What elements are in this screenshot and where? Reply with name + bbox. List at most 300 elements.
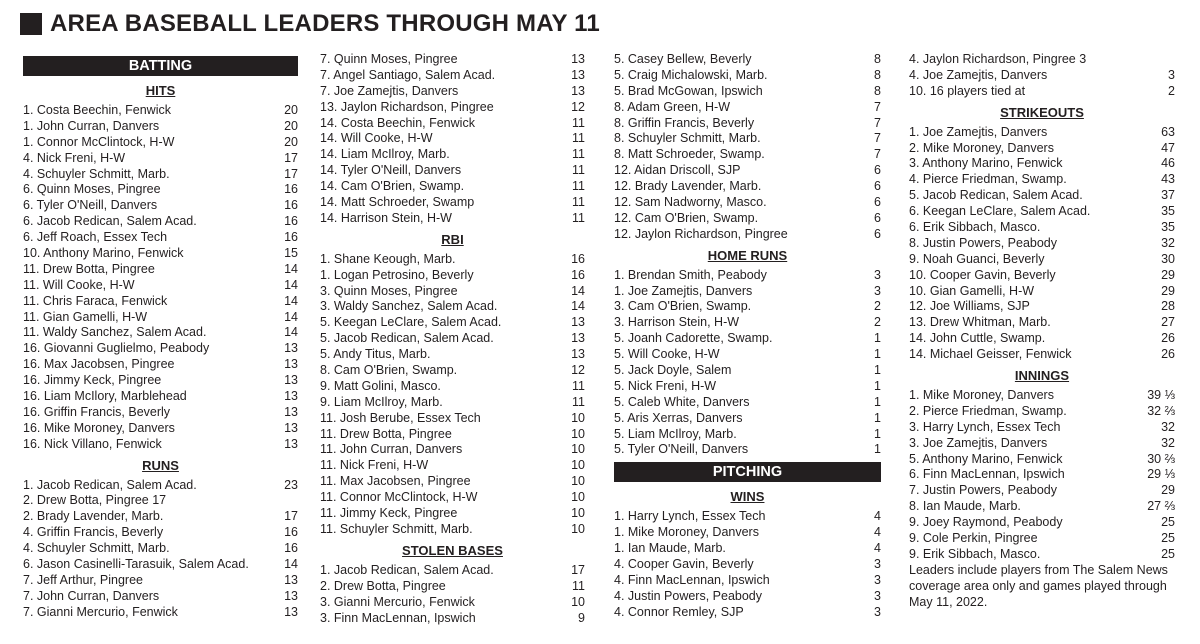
player-name: 1. Mike Moroney, Danvers — [909, 388, 1054, 403]
player-name: 11. Chris Faraca, Fenwick — [23, 293, 168, 308]
stat-value: 20 — [284, 134, 298, 149]
player-name: 5. Jacob Redican, Salem Acad. — [320, 331, 494, 346]
player-name: 5. Tyler O'Neill, Danvers — [614, 442, 749, 457]
player-name: 1. Joe Zamejtis, Danvers — [909, 124, 1048, 139]
leader-row — [23, 605, 298, 621]
leader-row — [909, 220, 1175, 236]
player-name: 12. Joe Williams, SJP — [909, 299, 1030, 314]
leader-row — [23, 119, 298, 135]
stat-value: 10 — [571, 442, 585, 457]
section-heading-home-runs: HOME RUNS — [707, 247, 788, 263]
stat-value: 16 — [284, 182, 298, 197]
player-name: 16. Mike Moroney, Danvers — [23, 420, 175, 435]
stat-value: 9 — [578, 610, 585, 625]
stat-value: 13 — [284, 404, 298, 419]
player-name: 11. Gian Gamelli, H-W — [23, 309, 148, 324]
leader-row — [23, 198, 298, 214]
stat-value: 6 — [874, 179, 881, 194]
stat-value: 10 — [571, 490, 585, 505]
leader-row — [614, 573, 881, 589]
stat-value: 14 — [284, 277, 298, 292]
leader-row — [909, 331, 1175, 347]
stat-value: 1 — [874, 410, 881, 425]
player-name: 3. Gianni Mercurio, Fenwick — [320, 594, 475, 609]
player-name: 9. Erik Sibbach, Masco. — [909, 546, 1041, 561]
player-name: 14. Will Cooke, H-W — [320, 131, 433, 146]
player-name: 6. Keegan LeClare, Salem Acad. — [909, 204, 1091, 219]
leader-row — [320, 211, 585, 227]
stat-value: 11 — [572, 394, 585, 409]
title-square-icon — [20, 13, 42, 35]
leader-row — [23, 573, 298, 589]
player-name: 2. Brady Lavender, Marb. — [23, 509, 164, 524]
leader-row — [320, 427, 585, 443]
leader-row — [614, 147, 881, 163]
column-2 — [320, 52, 585, 626]
stat-value: 1 — [874, 442, 881, 457]
leader-row — [23, 437, 298, 453]
stat-value: 13 — [284, 341, 298, 356]
stat-value: 14 — [284, 261, 298, 276]
player-name: 16. Max Jacobsen, Pingree — [23, 357, 175, 372]
player-name: 11. Waldy Sanchez, Salem Acad. — [23, 325, 207, 340]
stat-value: 11 — [572, 147, 585, 162]
player-name: 4. Joe Zamejtis, Danvers — [909, 67, 1048, 82]
player-name: 14. Tyler O'Neill, Danvers — [320, 163, 462, 178]
stat-value: 16 — [284, 198, 298, 213]
stat-value: 13 — [571, 83, 585, 98]
leader-row — [909, 420, 1175, 436]
stat-value: 12 — [571, 363, 585, 378]
leader-row — [614, 131, 881, 147]
player-name: 5. Will Cooke, H-W — [614, 347, 720, 362]
stat-value: 17 — [284, 150, 298, 165]
player-name: 4. Pierce Friedman, Swamp. — [909, 172, 1067, 187]
leader-row — [909, 499, 1175, 515]
leader-row — [23, 262, 298, 278]
player-name: 6. Tyler O'Neill, Danvers — [23, 198, 158, 213]
leader-row — [23, 230, 298, 246]
stat-value: 14 — [284, 309, 298, 324]
section-heading-stolen-bases: STOLEN BASES — [402, 542, 503, 558]
leader-row — [909, 84, 1175, 100]
player-name: 6. Jacob Redican, Salem Acad. — [23, 214, 197, 229]
leader-row — [614, 116, 881, 132]
player-name: 3. Quinn Moses, Pingree — [320, 283, 458, 298]
leader-row — [23, 294, 298, 310]
stat-value: 14 — [571, 299, 585, 314]
leader-row — [614, 442, 881, 458]
player-name: 1. John Curran, Danvers — [23, 118, 160, 133]
stat-value: 16 — [571, 267, 585, 282]
leader-row — [614, 331, 881, 347]
player-name: 7. Justin Powers, Peabody — [909, 483, 1057, 498]
leader-row — [909, 252, 1175, 268]
leader-row — [320, 458, 585, 474]
player-name: 6. Quinn Moses, Pingree — [23, 182, 161, 197]
leader-row — [23, 389, 298, 405]
leader-row — [23, 557, 298, 573]
stat-value: 43 — [1161, 172, 1175, 187]
player-name: 6. Jeff Roach, Essex Tech — [23, 230, 168, 245]
leader-row — [320, 315, 585, 331]
stat-value: 11 — [572, 179, 585, 194]
player-name: 7. John Curran, Danvers — [23, 588, 160, 603]
player-name: 1. Joe Zamejtis, Danvers — [614, 283, 753, 298]
player-name: 7. Gianni Mercurio, Fenwick — [23, 604, 178, 619]
leader-row — [320, 147, 585, 163]
player-name: 16. Liam McIlory, Marblehead — [23, 389, 187, 404]
leader-row — [320, 563, 585, 579]
player-name: 16. Griffin Francis, Beverly — [23, 404, 171, 419]
leader-row — [909, 531, 1175, 547]
player-name: 6. Jason Casinelli-Tarasuik, Salem Acad. — [23, 557, 249, 572]
leader-row — [320, 68, 585, 84]
leader-row — [23, 151, 298, 167]
player-name: 4. Finn MacLennan, Ipswich — [614, 572, 770, 587]
stat-value: 17 — [284, 509, 298, 524]
section-heading-wins: WINS — [730, 489, 765, 505]
player-name: 4. Nick Freni, H-W — [23, 150, 126, 165]
stat-value: 11 — [572, 163, 585, 178]
leader-row — [614, 525, 881, 541]
leader-row — [909, 404, 1175, 420]
player-name: 11. Drew Botta, Pingree — [320, 426, 452, 441]
stat-value: 10 — [571, 506, 585, 521]
leader-row — [320, 595, 585, 611]
leader-row — [614, 52, 881, 68]
leader-row — [23, 405, 298, 421]
player-name: 9. Matt Golini, Masco. — [320, 378, 441, 393]
player-name: 5. Brad McGowan, Ipswich — [614, 83, 763, 98]
stat-value: 3 — [874, 557, 881, 572]
stat-value: 10 — [571, 426, 585, 441]
stat-value: 4 — [874, 541, 881, 556]
player-name: 5. Jacob Redican, Salem Acad. — [909, 188, 1083, 203]
stat-value: 29 — [1161, 267, 1175, 282]
stat-value: 6 — [874, 210, 881, 225]
leader-row — [909, 268, 1175, 284]
stat-value: 2 — [1168, 83, 1175, 98]
stat-value: 2 — [874, 315, 881, 330]
leader-row — [23, 310, 298, 326]
stat-value: 32 — [1161, 419, 1175, 434]
stat-value: 6 — [874, 195, 881, 210]
stat-value: 13 — [284, 436, 298, 451]
leader-row — [320, 395, 585, 411]
leader-row — [614, 268, 881, 284]
stat-value: 1 — [874, 347, 881, 362]
stat-value: 17 — [571, 562, 585, 577]
leader-row — [909, 141, 1175, 157]
leader-row — [320, 522, 585, 538]
leader-row — [909, 299, 1175, 315]
leader-row — [320, 84, 585, 100]
player-name: 7. Quinn Moses, Pingree — [320, 52, 458, 66]
player-name: 8. Justin Powers, Peabody — [909, 235, 1057, 250]
stat-value: 13 — [284, 604, 298, 619]
player-name: 1. Brendan Smith, Peabody — [614, 267, 767, 282]
player-name: 12. Brady Lavender, Marb. — [614, 179, 762, 194]
player-name: 11. Connor McClintock, H-W — [320, 490, 478, 505]
stat-value: 20 — [284, 103, 298, 117]
player-name: 8. Matt Schroeder, Swamp. — [614, 147, 765, 162]
leader-row — [320, 579, 585, 595]
leader-row — [614, 557, 881, 573]
player-name: 1. Jacob Redican, Salem Acad. — [23, 477, 197, 492]
leader-row — [614, 163, 881, 179]
leader-row — [614, 427, 881, 443]
stat-value: 30 ⅔ — [1147, 451, 1175, 466]
stat-value: 7 — [874, 131, 881, 146]
leader-row — [320, 163, 585, 179]
stat-value: 25 — [1161, 546, 1175, 561]
player-name: 7. Jeff Arthur, Pingree — [23, 572, 143, 587]
player-name: 12. Cam O'Brien, Swamp. — [614, 210, 759, 225]
leader-row — [614, 605, 881, 621]
leader-row — [23, 589, 298, 605]
stat-value: 29 — [1161, 483, 1175, 498]
stat-value: 13 — [284, 389, 298, 404]
player-name: 11. Drew Botta, Pingree — [23, 261, 155, 276]
leader-row — [614, 227, 881, 243]
player-name: 4. Jaylon Richardson, Pingree 3 — [909, 52, 1087, 66]
stat-value: 11 — [572, 578, 585, 593]
stat-value: 13 — [284, 357, 298, 372]
player-name: 14. Liam McIlroy, Marb. — [320, 147, 450, 162]
stat-value: 11 — [572, 131, 585, 146]
leader-row — [23, 325, 298, 341]
stat-value: 39 ⅓ — [1147, 388, 1175, 403]
leader-row — [909, 284, 1175, 300]
player-name: 11. Nick Freni, H-W — [320, 458, 429, 473]
leader-row — [909, 68, 1175, 84]
player-name: 1. Ian Maude, Marb. — [614, 541, 726, 556]
stat-value: 1 — [874, 363, 881, 378]
leader-row — [614, 411, 881, 427]
stat-value: 16 — [284, 230, 298, 245]
player-name: 11. Jimmy Keck, Pingree — [320, 506, 458, 521]
stat-value: 10 — [571, 521, 585, 536]
player-name: 13. Jaylon Richardson, Pingree — [320, 99, 494, 114]
stat-value: 2 — [874, 299, 881, 314]
leader-row — [909, 388, 1175, 404]
column-3 — [614, 52, 881, 621]
stat-value: 32 — [1161, 435, 1175, 450]
stat-value: 3 — [874, 267, 881, 282]
stat-value: 13 — [284, 588, 298, 603]
leader-row — [614, 100, 881, 116]
leader-row — [320, 284, 585, 300]
leader-row — [614, 179, 881, 195]
player-name: 10. Cooper Gavin, Beverly — [909, 267, 1056, 282]
leader-row — [614, 299, 881, 315]
column-4 — [909, 52, 1175, 611]
leader-row — [320, 506, 585, 522]
player-name: 4. Schuyler Schmitt, Marb. — [23, 166, 170, 181]
player-name: 5. Jack Doyle, Salem — [614, 363, 732, 378]
stat-value: 10 — [571, 594, 585, 609]
player-name: 10. Gian Gamelli, H-W — [909, 283, 1035, 298]
player-name: 12. Aidan Driscoll, SJP — [614, 163, 741, 178]
stat-value: 3 — [1168, 67, 1175, 82]
leader-row — [909, 347, 1175, 363]
leader-row — [909, 236, 1175, 252]
leader-row — [23, 278, 298, 294]
player-name: 9. Noah Guanci, Beverly — [909, 251, 1045, 266]
stat-value: 3 — [874, 572, 881, 587]
stat-value: 26 — [1161, 331, 1175, 346]
stat-value: 27 — [1161, 315, 1175, 330]
player-name: 3. Joe Zamejtis, Danvers — [909, 435, 1048, 450]
player-name: 5. Caleb White, Danvers — [614, 394, 750, 409]
player-name: 3. Harry Lynch, Essex Tech — [909, 419, 1061, 434]
stat-value: 30 — [1161, 251, 1175, 266]
player-name: 2. Drew Botta, Pingree — [320, 578, 446, 593]
leader-row — [909, 315, 1175, 331]
stat-value: 12 — [571, 99, 585, 114]
player-name: 16. Nick Villano, Fenwick — [23, 436, 162, 451]
leader-row — [614, 589, 881, 605]
stat-value: 1 — [874, 426, 881, 441]
stat-value: 32 — [1161, 235, 1175, 250]
player-name: 8. Ian Maude, Marb. — [909, 499, 1021, 514]
leader-row — [23, 135, 298, 151]
leader-row — [909, 52, 1175, 68]
stat-value: 47 — [1161, 140, 1175, 155]
player-name: 5. Andy Titus, Marb. — [320, 347, 431, 362]
stat-value: 13 — [571, 52, 585, 66]
leader-row — [909, 515, 1175, 531]
stat-value: 7 — [874, 147, 881, 162]
leader-row — [23, 373, 298, 389]
leader-row — [614, 315, 881, 331]
leader-row — [614, 379, 881, 395]
leader-row — [320, 299, 585, 315]
stat-value: 32 ⅔ — [1147, 403, 1175, 418]
leader-row — [23, 509, 298, 525]
player-name: 12. Sam Nadworny, Masco. — [614, 195, 767, 210]
leader-row — [23, 421, 298, 437]
leader-row — [320, 363, 585, 379]
stat-value: 13 — [284, 572, 298, 587]
stat-value: 13 — [571, 331, 585, 346]
leader-row — [614, 68, 881, 84]
stat-value: 20 — [284, 118, 298, 133]
leader-row — [614, 395, 881, 411]
leader-row — [23, 167, 298, 183]
leader-row — [23, 478, 298, 494]
leader-row — [909, 483, 1175, 499]
player-name: 1. Shane Keough, Marb. — [320, 251, 456, 266]
stat-value: 14 — [284, 293, 298, 308]
stat-value: 10 — [571, 474, 585, 489]
pitching-header-bar: PITCHING — [614, 462, 881, 482]
player-name: 3. Waldy Sanchez, Salem Acad. — [320, 299, 498, 314]
leader-row — [320, 52, 585, 68]
player-name: 1. Costa Beechin, Fenwick — [23, 103, 171, 117]
leader-row — [23, 541, 298, 557]
leader-row — [909, 436, 1175, 452]
player-name: 11. Schuyler Schmitt, Marb. — [320, 521, 473, 536]
section-heading-hits: HITS — [145, 83, 176, 98]
leader-row — [614, 195, 881, 211]
leader-row — [320, 195, 585, 211]
page-title: AREA BASEBALL LEADERS THROUGH MAY 11 — [50, 10, 600, 37]
player-name: 11. Max Jacobsen, Pingree — [320, 474, 471, 489]
leader-row — [909, 547, 1175, 563]
leader-row — [909, 188, 1175, 204]
page-title-block — [20, 8, 600, 40]
player-name: 14. Matt Schroeder, Swamp — [320, 195, 475, 210]
player-name: 5. Nick Freni, H-W — [614, 378, 717, 393]
player-name: 1. Mike Moroney, Danvers — [614, 525, 759, 540]
leader-row — [23, 357, 298, 373]
footnote: Leaders include players from The Salem News coverage area only and games played through May 11, 2022. — [909, 562, 1168, 609]
player-name: 8. Adam Green, H-W — [614, 99, 731, 114]
stat-value: 8 — [874, 83, 881, 98]
stat-value: 14 — [571, 283, 585, 298]
section-heading-rbi: RBI — [441, 231, 464, 247]
player-name: 5. Joanh Cadorette, Swamp. — [614, 331, 773, 346]
stat-value: 7 — [874, 115, 881, 130]
player-name: 10. 16 players tied at — [909, 83, 1026, 98]
leader-row — [320, 268, 585, 284]
stat-value: 14 — [284, 325, 298, 340]
leader-row — [909, 125, 1175, 141]
leader-row — [320, 347, 585, 363]
stat-value: 23 — [284, 477, 298, 492]
leader-row — [23, 214, 298, 230]
player-name: 9. Joey Raymond, Peabody — [909, 515, 1063, 530]
leader-row — [909, 452, 1175, 468]
leader-row — [320, 379, 585, 395]
player-name: 3. Anthony Marino, Fenwick — [909, 156, 1063, 171]
player-name: 7. Joe Zamejtis, Danvers — [320, 83, 459, 98]
player-name: 7. Angel Santiago, Salem Acad. — [320, 67, 496, 82]
leader-row — [23, 103, 298, 119]
player-name: 11. Will Cooke, H-W — [23, 277, 135, 292]
leader-row — [23, 246, 298, 262]
stat-value: 16 — [284, 214, 298, 229]
stat-value: 1 — [874, 394, 881, 409]
stat-value: 46 — [1161, 156, 1175, 171]
player-name: 4. Cooper Gavin, Beverly — [614, 557, 754, 572]
player-name: 5. Aris Xerras, Danvers — [614, 410, 743, 425]
stat-value: 17 — [284, 166, 298, 181]
leader-row — [320, 411, 585, 427]
leader-row — [614, 347, 881, 363]
player-name: 4. Schuyler Schmitt, Marb. — [23, 541, 170, 556]
leader-row — [23, 525, 298, 541]
player-name: 5. Craig Michalowski, Marb. — [614, 67, 768, 82]
stat-value: 29 ⅓ — [1147, 467, 1175, 482]
player-name: 6. Finn MacLennan, Ipswich — [909, 467, 1065, 482]
section-heading-strikeouts: STRIKEOUTS — [1000, 104, 1084, 120]
stat-value: 10 — [571, 458, 585, 473]
player-name: 14. Cam O'Brien, Swamp. — [320, 179, 465, 194]
stat-value: 16 — [284, 525, 298, 540]
stat-value: 1 — [874, 331, 881, 346]
stat-value: 16 — [571, 251, 585, 266]
leader-row — [320, 611, 585, 627]
stat-value: 13 — [284, 420, 298, 435]
player-name: 4. Connor Remley, SJP — [614, 604, 744, 619]
stat-value: 3 — [874, 604, 881, 619]
stat-value: 8 — [874, 52, 881, 66]
batting-header-bar: BATTING — [23, 56, 298, 76]
player-name: 2. Pierce Friedman, Swamp. — [909, 403, 1067, 418]
